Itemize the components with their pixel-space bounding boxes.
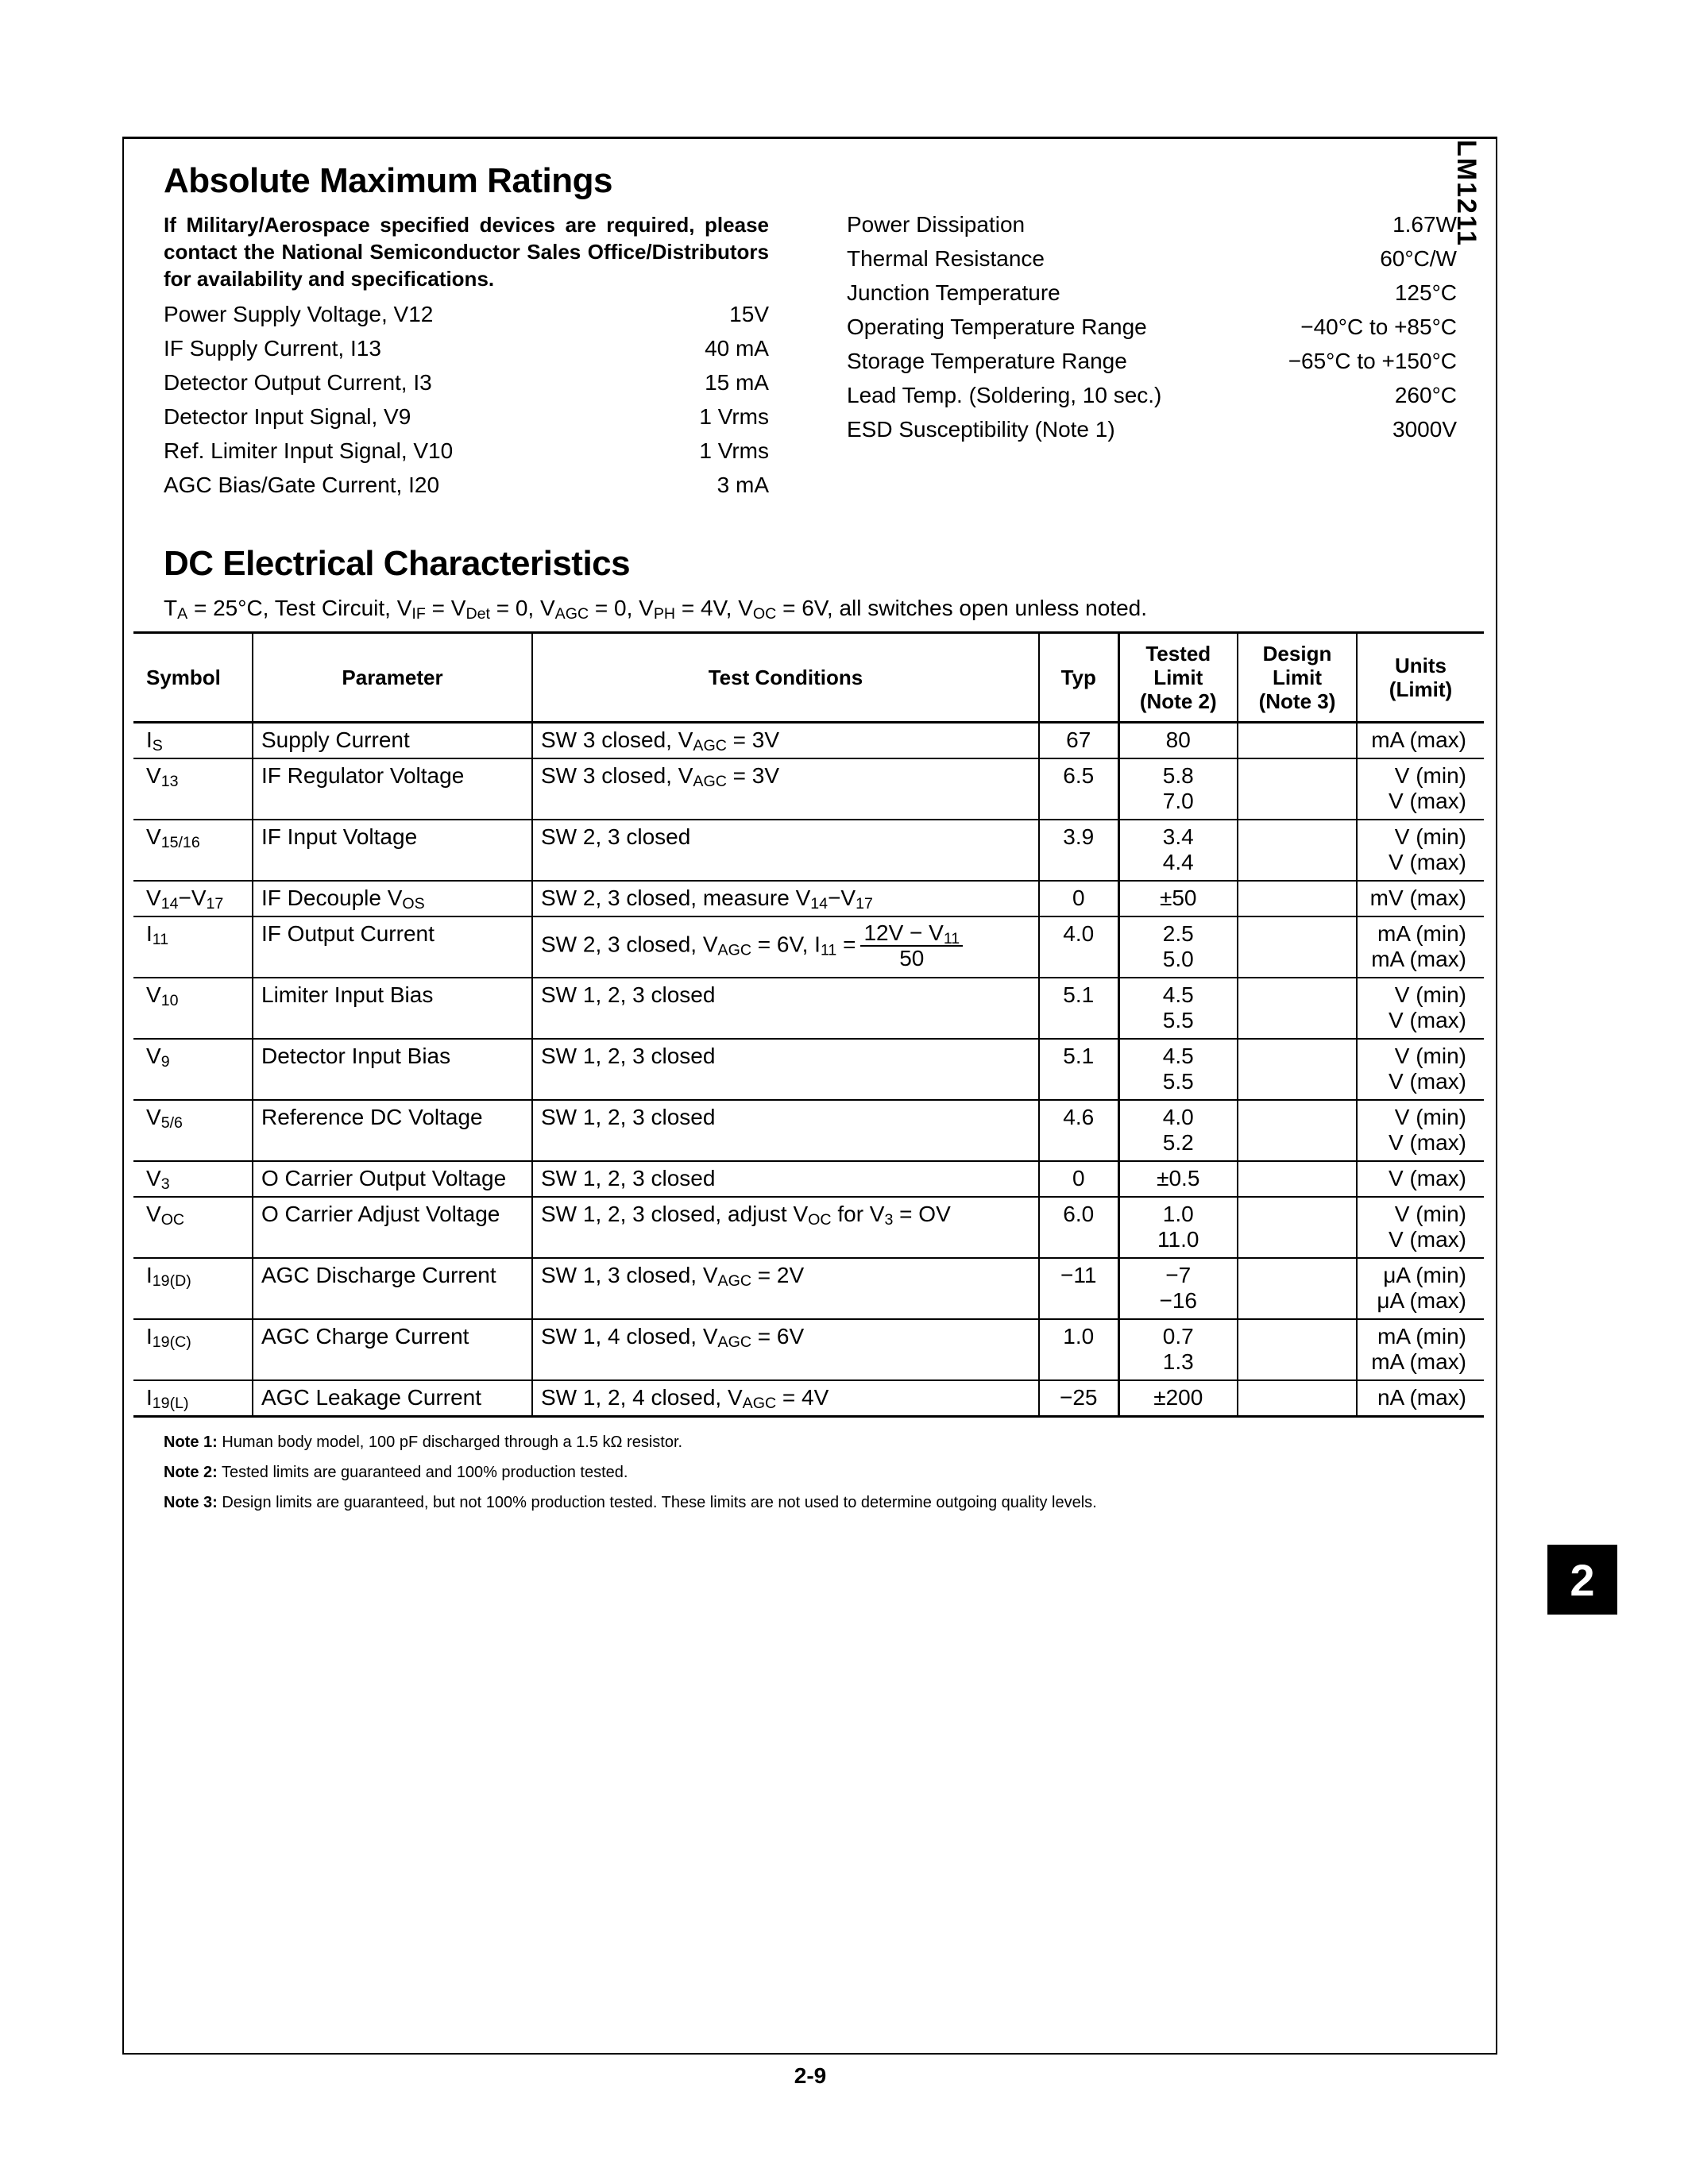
cell-parameter: O Carrier Output Voltage [253, 1161, 532, 1197]
cell-units: V (min) V (max) [1357, 1039, 1484, 1100]
cell-parameter: O Carrier Adjust Voltage [253, 1197, 532, 1258]
cell-test-conditions: SW 2, 3 closed, $V_{AGC} = 6V$, $I_{11}$ = $\frac{12V - V_{11}}{50}$ [532, 916, 1039, 978]
col-header-typ: Typ [1039, 633, 1118, 723]
cell-symbol: $I_{19(L)}$ [133, 1380, 253, 1417]
cell-tested-limit: 80 [1118, 723, 1238, 759]
cell-tested-limit: −7 −16 [1118, 1258, 1238, 1319]
cell-parameter: Limiter Input Bias [253, 978, 532, 1039]
rating-value: −65°C to +150°C [1288, 349, 1457, 373]
rating-value: 260°C [1394, 383, 1457, 407]
ratings-left-list [164, 297, 769, 502]
cell-tested-limit: 4.5 5.5 [1118, 1039, 1238, 1100]
cell-units: mV (max) [1357, 881, 1484, 916]
table-row [133, 1380, 1484, 1417]
cell-typ: 6.5 [1039, 758, 1118, 820]
cell-test-conditions: SW 1, 3 closed, $V_{AGC} = 2V$ [532, 1258, 1039, 1319]
rating-label: AGC Bias/Gate Current, I20 [164, 473, 440, 497]
cell-units: V (min) V (max) [1357, 820, 1484, 881]
cell-parameter: IF Input Voltage [253, 820, 532, 881]
rating-label: Lead Temp. (Soldering, 10 sec.) [847, 383, 1162, 407]
cell-units: mA (min) mA (max) [1357, 916, 1484, 978]
rating-value: 125°C [1394, 280, 1457, 305]
cell-design-limit [1238, 1100, 1357, 1161]
dc-test-conditions: $T_A = 25^\circ C$, Test Circuit, $V_{IF} = V_{Det} = 0$, $V_{AGC} = 0$, $V_{PH} = 4V$, $V_{OC} = 6V$, all switches open unless noted. [164, 596, 1148, 623]
cell-test-conditions: SW 2, 3 closed [532, 820, 1039, 881]
rating-row [164, 468, 769, 502]
cell-design-limit [1238, 1380, 1357, 1417]
page-number: 2-9 [794, 2063, 827, 2088]
rating-row [164, 434, 769, 468]
cell-typ: 4.0 [1039, 916, 1118, 978]
cell-test-conditions: SW 1, 4 closed, $V_{AGC} = 6V$ [532, 1319, 1039, 1380]
cell-design-limit [1238, 1161, 1357, 1197]
rating-row [847, 276, 1457, 310]
ratings-right-list [847, 207, 1457, 446]
cell-parameter: Detector Input Bias [253, 1039, 532, 1100]
cell-design-limit [1238, 758, 1357, 820]
rating-value: 15V [729, 302, 769, 326]
rating-value: 60°C/W [1380, 246, 1457, 271]
cell-typ: −25 [1039, 1380, 1118, 1417]
cell-design-limit [1238, 1039, 1357, 1100]
cell-parameter: IF Decouple $V_{OS}$ [253, 881, 532, 916]
cell-units: nA (max) [1357, 1380, 1484, 1417]
cell-symbol: $V_{5/6}$ [133, 1100, 253, 1161]
cell-parameter: AGC Discharge Current [253, 1258, 532, 1319]
cell-typ: 0 [1039, 1161, 1118, 1197]
rating-row [847, 241, 1457, 276]
cell-design-limit [1238, 881, 1357, 916]
cell-symbol: $I_{11}$ [133, 916, 253, 978]
cell-symbol: $I_S$ [133, 723, 253, 759]
cell-typ: 3.9 [1039, 820, 1118, 881]
rating-row [847, 310, 1457, 344]
cell-units: mA (min) mA (max) [1357, 1319, 1484, 1380]
fraction: $\frac{12V - V_{11}}{50}$ [860, 921, 963, 970]
cell-test-conditions: SW 1, 2, 3 closed, adjust $V_{OC}$ for $V_3$ = OV [532, 1197, 1039, 1258]
cell-symbol: $I_{19(C)}$ [133, 1319, 253, 1380]
col-header-units: Units (Limit) [1357, 633, 1484, 723]
cell-design-limit [1238, 1197, 1357, 1258]
note-3: Note 3: Design limits are guaranteed, but not 100% production tested. These limits are not used to determine outgoing quality levels. [164, 1494, 1097, 1511]
rating-label: Thermal Resistance [847, 246, 1045, 271]
cell-test-conditions: SW 3 closed, $V_{AGC} = 3V$ [532, 723, 1039, 759]
rating-value: 1 Vrms [699, 404, 769, 429]
rating-label: Ref. Limiter Input Signal, V10 [164, 438, 454, 463]
rating-label: Detector Input Signal, V9 [164, 404, 411, 429]
cell-units: μA (min) μA (max) [1357, 1258, 1484, 1319]
rating-value: 15 mA [705, 370, 769, 395]
cell-test-conditions: SW 2, 3 closed, measure $V_{14}-V_{17}$ [532, 881, 1039, 916]
rating-label: Detector Output Current, I3 [164, 370, 432, 395]
cell-tested-limit: ±200 [1118, 1380, 1238, 1417]
cell-design-limit [1238, 1258, 1357, 1319]
note-1: Note 1: Human body model, 100 pF discharged through a 1.5 kΩ resistor. [164, 1433, 683, 1451]
rating-label: Storage Temperature Range [847, 349, 1127, 373]
cell-symbol: $V_{10}$ [133, 978, 253, 1039]
rating-row [847, 344, 1457, 378]
table-header-row [133, 633, 1484, 723]
cell-typ: 1.0 [1039, 1319, 1118, 1380]
rating-row [847, 412, 1457, 446]
cell-typ: 67 [1039, 723, 1118, 759]
rating-row [847, 207, 1457, 241]
col-header-symbol: Symbol [133, 633, 253, 723]
cell-units: V (min) V (max) [1357, 758, 1484, 820]
rating-value: 1 Vrms [699, 438, 769, 463]
cell-parameter: Reference DC Voltage [253, 1100, 532, 1161]
cell-tested-limit: 0.7 1.3 [1118, 1319, 1238, 1380]
military-aerospace-note: If Military/Aerospace specified devices are required, please contact the National Semiconductor Sales Office/Distributors for availability and specifications. [164, 213, 769, 291]
part-number-side-label: LM1211 [1451, 140, 1481, 247]
rating-value: 40 mA [705, 336, 769, 361]
cell-units: V (min) V (max) [1357, 1197, 1484, 1258]
cell-design-limit [1238, 978, 1357, 1039]
cell-parameter: Supply Current [253, 723, 532, 759]
cell-units: V (min) V (max) [1357, 978, 1484, 1039]
rating-value: 3 mA [717, 473, 769, 497]
cell-parameter: AGC Leakage Current [253, 1380, 532, 1417]
rating-value: −40°C to +85°C [1300, 314, 1457, 339]
rating-label: Junction Temperature [847, 280, 1060, 305]
cell-tested-limit: ±0.5 [1118, 1161, 1238, 1197]
table-row [133, 916, 1484, 978]
dc-characteristics-title: DC Electrical Characteristics [164, 544, 631, 583]
cell-tested-limit: 3.4 4.4 [1118, 820, 1238, 881]
table-row [133, 1161, 1484, 1197]
absolute-max-ratings-title: Absolute Maximum Ratings [164, 161, 612, 200]
rating-label: ESD Susceptibility (Note 1) [847, 417, 1115, 442]
col-header-parameter: Parameter [253, 633, 532, 723]
cell-tested-limit: ±50 [1118, 881, 1238, 916]
dc-characteristics-table [133, 631, 1484, 1418]
cell-units: V (min) V (max) [1357, 1100, 1484, 1161]
table-row [133, 1319, 1484, 1380]
table-row [133, 881, 1484, 916]
cell-symbol: $I_{19(D)}$ [133, 1258, 253, 1319]
section-tab: 2 [1547, 1545, 1617, 1615]
table-row [133, 820, 1484, 881]
cell-symbol: $V_9$ [133, 1039, 253, 1100]
rating-label: Power Dissipation [847, 212, 1026, 237]
cell-symbol: $V_{13}$ [133, 758, 253, 820]
rating-label: Power Supply Voltage, V12 [164, 302, 434, 326]
cell-test-conditions: SW 1, 2, 3 closed [532, 1039, 1039, 1100]
cell-design-limit [1238, 820, 1357, 881]
cell-tested-limit: 1.0 11.0 [1118, 1197, 1238, 1258]
rating-label: Operating Temperature Range [847, 314, 1147, 339]
rating-label: IF Supply Current, I13 [164, 336, 381, 361]
notes-section [164, 1427, 1097, 1518]
cell-tested-limit: 5.8 7.0 [1118, 758, 1238, 820]
cell-design-limit [1238, 1319, 1357, 1380]
cell-units: V (max) [1357, 1161, 1484, 1197]
rating-value: 1.67W [1393, 212, 1457, 237]
col-header-design-limit: Design Limit (Note 3) [1238, 633, 1357, 723]
cell-tested-limit: 4.5 5.5 [1118, 978, 1238, 1039]
cell-units: mA (max) [1357, 723, 1484, 759]
cell-design-limit [1238, 916, 1357, 978]
table-row [133, 1100, 1484, 1161]
rating-value: 3000V [1393, 417, 1457, 442]
col-header-tested-limit: Tested Limit (Note 2) [1118, 633, 1238, 723]
cell-typ: 5.1 [1039, 978, 1118, 1039]
cell-typ: 4.6 [1039, 1100, 1118, 1161]
col-header-test-conditions: Test Conditions [532, 633, 1039, 723]
rating-row [164, 297, 769, 331]
cell-tested-limit: 4.0 5.2 [1118, 1100, 1238, 1161]
rating-row [164, 365, 769, 399]
table-row [133, 723, 1484, 759]
cell-test-conditions: SW 1, 2, 3 closed [532, 1100, 1039, 1161]
cell-parameter: AGC Charge Current [253, 1319, 532, 1380]
cell-test-conditions: SW 3 closed, $V_{AGC} = 3V$ [532, 758, 1039, 820]
cell-test-conditions: SW 1, 2, 3 closed [532, 1161, 1039, 1197]
table-row [133, 1258, 1484, 1319]
cell-design-limit [1238, 723, 1357, 759]
table-row [133, 978, 1484, 1039]
rating-row [847, 378, 1457, 412]
cell-symbol: $V_{OC}$ [133, 1197, 253, 1258]
rating-row [164, 399, 769, 434]
rating-row [164, 331, 769, 365]
table-row [133, 758, 1484, 820]
cell-test-conditions: SW 1, 2, 3 closed [532, 978, 1039, 1039]
cell-parameter: IF Output Current [253, 916, 532, 978]
cell-tested-limit: 2.5 5.0 [1118, 916, 1238, 978]
cell-symbol: $V_{15/16}$ [133, 820, 253, 881]
cell-test-conditions: SW 1, 2, 4 closed, $V_{AGC} = 4V$ [532, 1380, 1039, 1417]
cell-symbol: $V_{14}-V_{17}$ [133, 881, 253, 916]
note-2: Note 2: Tested limits are guaranteed and 100% production tested. [164, 1464, 628, 1481]
cell-typ: −11 [1039, 1258, 1118, 1319]
cell-parameter: IF Regulator Voltage [253, 758, 532, 820]
table-row [133, 1039, 1484, 1100]
cell-typ: 6.0 [1039, 1197, 1118, 1258]
cell-symbol: $V_3$ [133, 1161, 253, 1197]
cell-typ: 0 [1039, 881, 1118, 916]
cell-typ: 5.1 [1039, 1039, 1118, 1100]
table-row [133, 1197, 1484, 1258]
